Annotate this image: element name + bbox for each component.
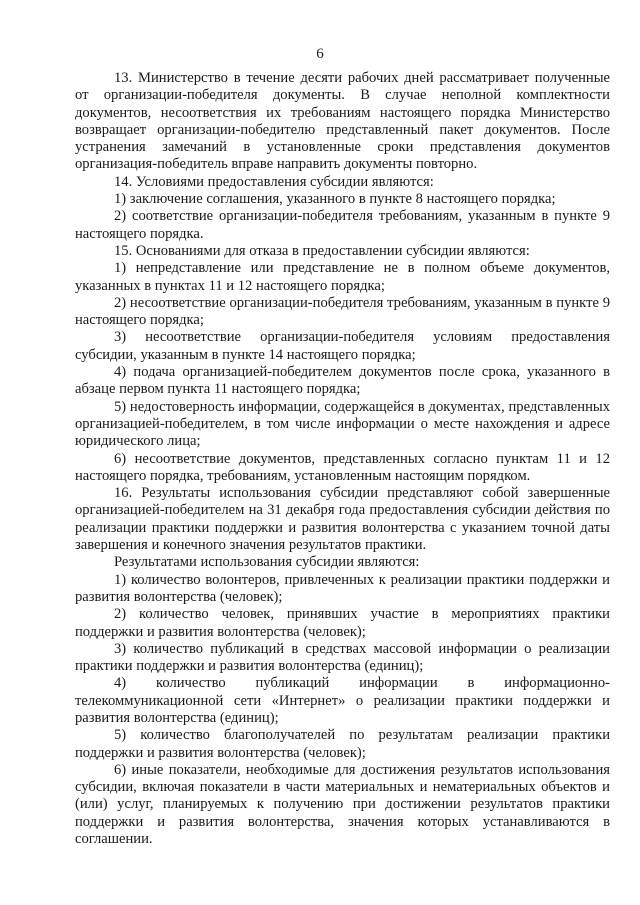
paragraph-15-heading: 15. Основаниями для отказа в предоставлении субсидии являются: [114,242,530,259]
paragraph-15-item-5: 5) недостоверность информации, содержащейся в документах, представленных организацией-победителем, в том числе информации о месте нахождения и адресе юридического лица; [75,398,610,450]
results-item-4: 4) количество публикаций информации в информационно-телекоммуникационной сети «Интернет» о реализации практики поддержки и развития волонтерства (единиц); [75,675,610,726]
results-item-2: 2) количество человек, принявших участие в мероприятиях практики поддержки и развития волонтерства (человек); [75,606,610,640]
paragraph-14-item-1: 1) заключение соглашения, указанного в пункте 8 настоящего порядка; [114,191,556,208]
paragraph-15-item-3: 3) несоответствие организации-победителя условиям предоставления субсидии, указанным в пункте 14 настоящего порядка; [75,329,610,363]
paragraph-15-item-6: 6) несоответствие документов, представленных согласно пунктам 11 и 12 настоящего порядка, требованиям, установленным настоящим порядком. [75,450,610,484]
paragraph-15-item-1: 1) непредставление или представление не в полном объеме документов, указанных в пунктах 11 и 12 настоящего порядка; [75,260,610,294]
paragraph-16: 16. Результаты использования субсидии представляют собой завершенные организацией-победителем на 31 декабря года предоставления субсидии действия по реализации практики поддержки и развития волонтерства с указанием точной даты завершения и конечного значения результатов практики. [75,485,610,554]
document-body [75,70,610,848]
results-heading: Результатами использования субсидии являются: [114,554,420,571]
results-item-5: 5) количество благополучателей по результатам реализации практики поддержки и развития волонтерства (человек); [75,727,610,761]
paragraph-14-item-2: 2) соответствие организации-победителя требованиям, указанным в пункте 9 настоящего порядка. [75,208,610,242]
paragraph-14-heading: 14. Условиями предоставления субсидии являются: [114,173,434,190]
paragraph-15-item-2: 2) несоответствие организации-победителя требованиям, указанным в пункте 9 настоящего порядка; [75,294,610,329]
paragraph-13: 13. Министерство в течение десяти рабочих дней рассматривает полученные от организации-победителя документы. В случае неполной комплектности документов, несоответствия их требованиям настоящего порядка Министерство возвращает организации-победителю представленный пакет документов. После устранения замечаний в установленные сроки представления документов организация-победитель вправе направить документы повторно. [75,70,610,173]
results-item-3: 3) количество публикаций в средствах массовой информации о реализации практики поддержки и развития волонтерства (единиц); [75,640,610,675]
paragraph-15-item-4: 4) подача организацией-победителем документов после срока, указанного в абзаце первом пункта 11 настоящего порядка; [75,364,610,398]
results-item-6: 6) иные показатели, необходимые для достижения результатов использования субсидии, включая показатели в части материальных и нематериальных объектов и (или) услуг, планируемых к получению при достижении результатов практики поддержки и развития волонтерства, значения которых устанавливаются в соглашении. [75,761,610,848]
results-item-1: 1) количество волонтеров, привлеченных к реализации практики поддержки и развития волонтерства (человек); [75,571,610,605]
page-number: 6 [316,46,324,62]
